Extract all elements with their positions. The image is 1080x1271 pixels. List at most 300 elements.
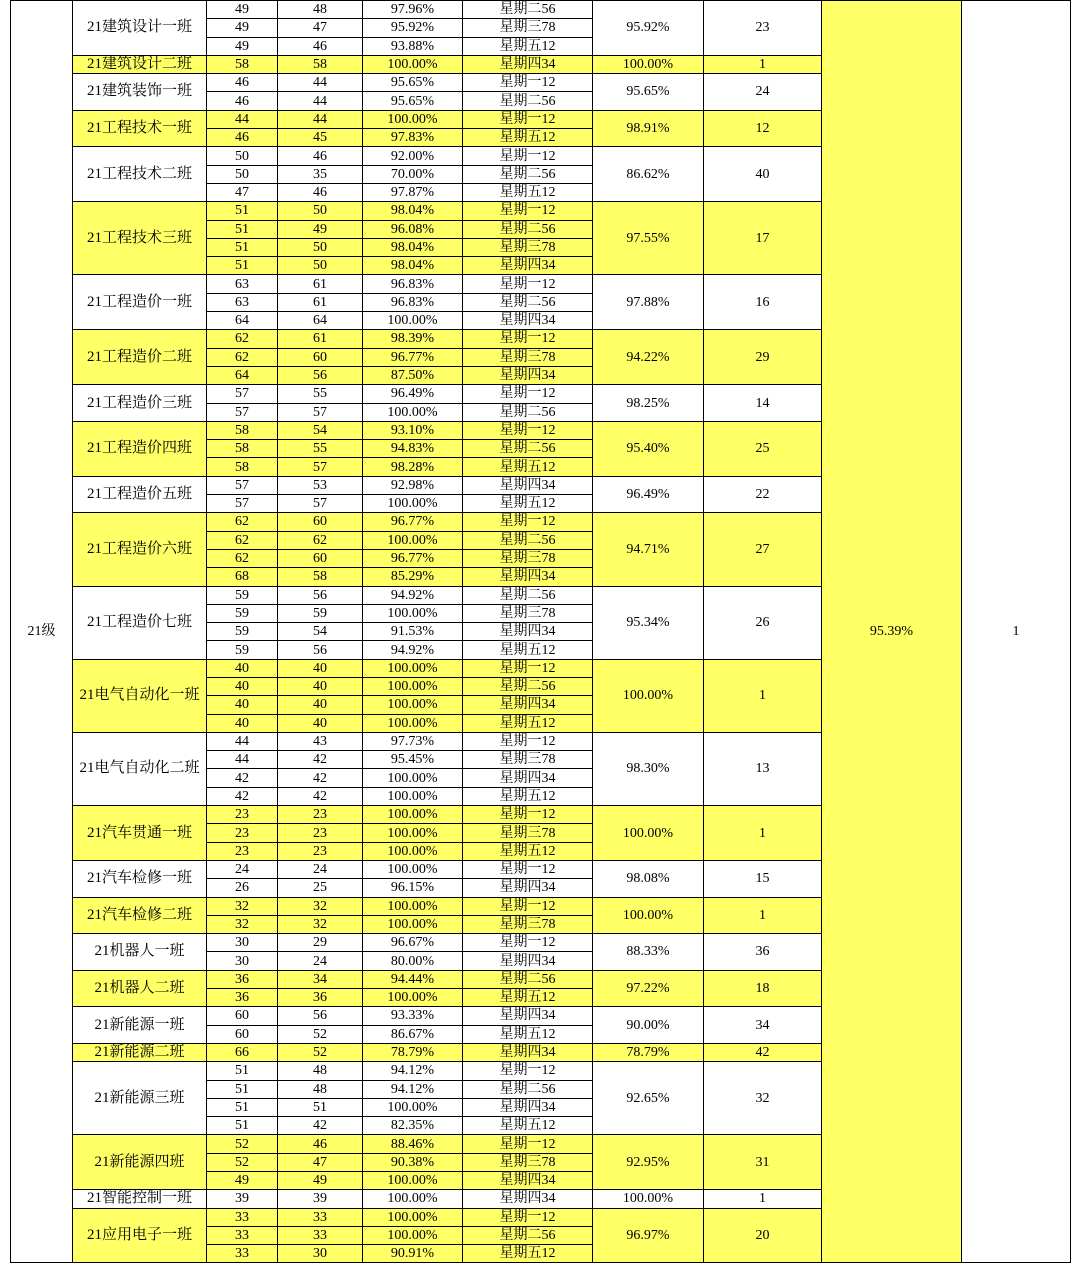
present-cell: 56 (278, 641, 363, 659)
present-cell: 23 (278, 824, 363, 842)
total-cell: 62 (207, 330, 278, 348)
total-cell: 42 (207, 787, 278, 805)
total-cell: 33 (207, 1226, 278, 1244)
total-cell: 42 (207, 769, 278, 787)
time-slot-cell: 星期四34 (463, 312, 593, 330)
time-slot-cell: 星期一12 (463, 1208, 593, 1226)
present-cell: 54 (278, 421, 363, 439)
time-slot-cell: 星期四34 (463, 476, 593, 494)
present-cell: 32 (278, 915, 363, 933)
total-cell: 51 (207, 202, 278, 220)
percent-cell: 100.00% (363, 915, 463, 933)
class-rank-cell: 15 (704, 860, 822, 897)
class-rank-cell: 23 (704, 1, 822, 56)
time-slot-cell: 星期一12 (463, 421, 593, 439)
present-cell: 60 (278, 549, 363, 567)
time-slot-cell: 星期二56 (463, 1226, 593, 1244)
total-cell: 24 (207, 860, 278, 878)
class-name-cell: 21机器人二班 (73, 970, 207, 1007)
percent-cell: 100.00% (363, 842, 463, 860)
class-name-cell: 21工程造价二班 (73, 330, 207, 385)
class-rate-cell: 86.62% (593, 147, 704, 202)
time-slot-cell: 星期二56 (463, 403, 593, 421)
time-slot-cell: 星期四34 (463, 1172, 593, 1190)
present-cell: 32 (278, 897, 363, 915)
total-cell: 44 (207, 110, 278, 128)
present-cell: 57 (278, 403, 363, 421)
total-cell: 46 (207, 129, 278, 147)
total-cell: 49 (207, 1, 278, 19)
percent-cell: 100.00% (363, 897, 463, 915)
present-cell: 40 (278, 677, 363, 695)
time-slot-cell: 星期一12 (463, 275, 593, 293)
class-name-cell: 21工程造价三班 (73, 385, 207, 422)
time-slot-cell: 星期一12 (463, 330, 593, 348)
percent-cell: 100.00% (363, 403, 463, 421)
present-cell: 58 (278, 568, 363, 586)
class-rate-cell: 78.79% (593, 1043, 704, 1061)
present-cell: 61 (278, 330, 363, 348)
percent-cell: 92.98% (363, 476, 463, 494)
present-cell: 59 (278, 604, 363, 622)
total-cell: 63 (207, 275, 278, 293)
percent-cell: 90.38% (363, 1153, 463, 1171)
total-cell: 40 (207, 714, 278, 732)
percent-cell: 100.00% (363, 824, 463, 842)
present-cell: 42 (278, 769, 363, 787)
total-cell: 33 (207, 1208, 278, 1226)
class-rate-cell: 100.00% (593, 55, 704, 73)
percent-cell: 97.87% (363, 183, 463, 201)
percent-cell: 94.44% (363, 970, 463, 988)
percent-cell: 96.67% (363, 934, 463, 952)
present-cell: 44 (278, 92, 363, 110)
total-cell: 51 (207, 1098, 278, 1116)
total-cell: 36 (207, 970, 278, 988)
class-name-cell: 21新能源一班 (73, 1007, 207, 1044)
class-rank-cell: 16 (704, 275, 822, 330)
total-cell: 26 (207, 879, 278, 897)
percent-cell: 95.45% (363, 751, 463, 769)
total-cell: 57 (207, 385, 278, 403)
time-slot-cell: 星期一12 (463, 860, 593, 878)
time-slot-cell: 星期二56 (463, 1080, 593, 1098)
time-slot-cell: 星期三78 (463, 915, 593, 933)
percent-cell: 100.00% (363, 989, 463, 1007)
class-name-cell: 21工程造价四班 (73, 421, 207, 476)
total-cell: 49 (207, 37, 278, 55)
class-name-cell: 21建筑设计二班 (73, 55, 207, 73)
time-slot-cell: 星期二56 (463, 586, 593, 604)
total-cell: 23 (207, 806, 278, 824)
class-rank-cell: 34 (704, 1007, 822, 1044)
present-cell: 42 (278, 1117, 363, 1135)
present-cell: 46 (278, 147, 363, 165)
present-cell: 23 (278, 842, 363, 860)
total-cell: 59 (207, 623, 278, 641)
class-rate-cell: 92.65% (593, 1062, 704, 1135)
percent-cell: 96.08% (363, 220, 463, 238)
class-rank-cell: 31 (704, 1135, 822, 1190)
time-slot-cell: 星期五12 (463, 714, 593, 732)
percent-cell: 97.73% (363, 732, 463, 750)
percent-cell: 100.00% (363, 1226, 463, 1244)
total-cell: 44 (207, 751, 278, 769)
present-cell: 48 (278, 1062, 363, 1080)
time-slot-cell: 星期四34 (463, 1190, 593, 1208)
time-slot-cell: 星期五12 (463, 37, 593, 55)
total-cell: 40 (207, 696, 278, 714)
present-cell: 42 (278, 751, 363, 769)
percent-cell: 88.46% (363, 1135, 463, 1153)
percent-cell: 96.77% (363, 348, 463, 366)
class-rate-cell: 95.65% (593, 74, 704, 111)
class-rate-cell: 100.00% (593, 806, 704, 861)
total-cell: 51 (207, 220, 278, 238)
total-cell: 32 (207, 915, 278, 933)
total-cell: 46 (207, 92, 278, 110)
time-slot-cell: 星期五12 (463, 183, 593, 201)
percent-cell: 78.79% (363, 1043, 463, 1061)
total-cell: 52 (207, 1153, 278, 1171)
time-slot-cell: 星期二56 (463, 92, 593, 110)
class-name-cell: 21汽车检修一班 (73, 860, 207, 897)
time-slot-cell: 星期五12 (463, 1025, 593, 1043)
class-name-cell: 21新能源三班 (73, 1062, 207, 1135)
time-slot-cell: 星期一12 (463, 110, 593, 128)
present-cell: 49 (278, 220, 363, 238)
class-name-cell: 21汽车贯通一班 (73, 806, 207, 861)
present-cell: 54 (278, 623, 363, 641)
total-cell: 62 (207, 531, 278, 549)
present-cell: 60 (278, 513, 363, 531)
class-rate-cell: 94.71% (593, 513, 704, 586)
time-slot-cell: 星期三78 (463, 19, 593, 37)
present-cell: 43 (278, 732, 363, 750)
total-cell: 59 (207, 586, 278, 604)
class-name-cell: 21工程技术二班 (73, 147, 207, 202)
time-slot-cell: 星期四34 (463, 879, 593, 897)
class-name-cell: 21工程技术一班 (73, 110, 207, 147)
class-rate-cell: 96.97% (593, 1208, 704, 1263)
time-slot-cell: 星期四34 (463, 55, 593, 73)
total-cell: 51 (207, 257, 278, 275)
present-cell: 29 (278, 934, 363, 952)
present-cell: 61 (278, 293, 363, 311)
total-cell: 57 (207, 476, 278, 494)
present-cell: 35 (278, 165, 363, 183)
total-cell: 58 (207, 440, 278, 458)
present-cell: 34 (278, 970, 363, 988)
present-cell: 42 (278, 787, 363, 805)
present-cell: 51 (278, 1098, 363, 1116)
time-slot-cell: 星期二56 (463, 293, 593, 311)
class-rank-cell: 1 (704, 659, 822, 732)
grade-rate-cell: 95.39% (822, 1, 962, 1263)
present-cell: 57 (278, 458, 363, 476)
present-cell: 30 (278, 1245, 363, 1263)
percent-cell: 93.33% (363, 1007, 463, 1025)
percent-cell: 97.83% (363, 129, 463, 147)
percent-cell: 100.00% (363, 860, 463, 878)
present-cell: 39 (278, 1190, 363, 1208)
percent-cell: 92.00% (363, 147, 463, 165)
percent-cell: 98.39% (363, 330, 463, 348)
time-slot-cell: 星期二56 (463, 440, 593, 458)
present-cell: 44 (278, 74, 363, 92)
grade-rank-cell: 1 (962, 1, 1071, 1263)
total-cell: 60 (207, 1007, 278, 1025)
class-rate-cell: 98.25% (593, 385, 704, 422)
time-slot-cell: 星期一12 (463, 74, 593, 92)
present-cell: 24 (278, 860, 363, 878)
percent-cell: 100.00% (363, 1098, 463, 1116)
time-slot-cell: 星期一12 (463, 385, 593, 403)
class-rank-cell: 1 (704, 806, 822, 861)
class-rank-cell: 29 (704, 330, 822, 385)
time-slot-cell: 星期二56 (463, 531, 593, 549)
total-cell: 66 (207, 1043, 278, 1061)
class-rank-cell: 14 (704, 385, 822, 422)
percent-cell: 100.00% (363, 531, 463, 549)
class-name-cell: 21工程造价六班 (73, 513, 207, 586)
class-rate-cell: 97.22% (593, 970, 704, 1007)
class-name-cell: 21新能源二班 (73, 1043, 207, 1061)
total-cell: 46 (207, 74, 278, 92)
time-slot-cell: 星期一12 (463, 897, 593, 915)
class-rank-cell: 17 (704, 202, 822, 275)
percent-cell: 98.28% (363, 458, 463, 476)
present-cell: 33 (278, 1208, 363, 1226)
class-rate-cell: 96.49% (593, 476, 704, 513)
time-slot-cell: 星期四34 (463, 1043, 593, 1061)
total-cell: 57 (207, 403, 278, 421)
time-slot-cell: 星期四34 (463, 623, 593, 641)
percent-cell: 95.65% (363, 92, 463, 110)
present-cell: 64 (278, 312, 363, 330)
class-rank-cell: 42 (704, 1043, 822, 1061)
class-rank-cell: 40 (704, 147, 822, 202)
present-cell: 61 (278, 275, 363, 293)
total-cell: 57 (207, 495, 278, 513)
total-cell: 49 (207, 1172, 278, 1190)
total-cell: 51 (207, 1080, 278, 1098)
time-slot-cell: 星期五12 (463, 787, 593, 805)
present-cell: 46 (278, 1135, 363, 1153)
percent-cell: 96.83% (363, 293, 463, 311)
present-cell: 36 (278, 989, 363, 1007)
present-cell: 58 (278, 55, 363, 73)
table-body (11, 1, 1071, 1263)
time-slot-cell: 星期四34 (463, 568, 593, 586)
total-cell: 50 (207, 147, 278, 165)
total-cell: 62 (207, 348, 278, 366)
class-rate-cell: 97.55% (593, 202, 704, 275)
present-cell: 48 (278, 1080, 363, 1098)
time-slot-cell: 星期二56 (463, 165, 593, 183)
percent-cell: 100.00% (363, 806, 463, 824)
class-name-cell: 21工程技术三班 (73, 202, 207, 275)
percent-cell: 94.12% (363, 1062, 463, 1080)
class-name-cell: 21电气自动化一班 (73, 659, 207, 732)
class-rate-cell: 98.30% (593, 732, 704, 805)
present-cell: 56 (278, 1007, 363, 1025)
total-cell: 64 (207, 312, 278, 330)
time-slot-cell: 星期五12 (463, 1117, 593, 1135)
class-rank-cell: 24 (704, 74, 822, 111)
time-slot-cell: 星期一12 (463, 659, 593, 677)
total-cell: 51 (207, 238, 278, 256)
class-rate-cell: 88.33% (593, 934, 704, 971)
present-cell: 56 (278, 366, 363, 384)
time-slot-cell: 星期五12 (463, 842, 593, 860)
total-cell: 30 (207, 952, 278, 970)
class-rank-cell: 20 (704, 1208, 822, 1263)
class-rate-cell: 92.95% (593, 1135, 704, 1190)
present-cell: 49 (278, 1172, 363, 1190)
present-cell: 52 (278, 1025, 363, 1043)
percent-cell: 93.10% (363, 421, 463, 439)
percent-cell: 96.77% (363, 549, 463, 567)
total-cell: 47 (207, 183, 278, 201)
class-name-cell: 21机器人一班 (73, 934, 207, 971)
total-cell: 62 (207, 549, 278, 567)
class-rate-cell: 90.00% (593, 1007, 704, 1044)
time-slot-cell: 星期一12 (463, 934, 593, 952)
total-cell: 36 (207, 989, 278, 1007)
class-rank-cell: 18 (704, 970, 822, 1007)
class-rank-cell: 36 (704, 934, 822, 971)
time-slot-cell: 星期三78 (463, 1153, 593, 1171)
class-rate-cell: 100.00% (593, 1190, 704, 1208)
total-cell: 39 (207, 1190, 278, 1208)
time-slot-cell: 星期二56 (463, 970, 593, 988)
grade-cell: 21级 (11, 1, 73, 1263)
percent-cell: 94.83% (363, 440, 463, 458)
percent-cell: 100.00% (363, 659, 463, 677)
time-slot-cell: 星期三78 (463, 549, 593, 567)
present-cell: 56 (278, 586, 363, 604)
percent-cell: 96.83% (363, 275, 463, 293)
time-slot-cell: 星期五12 (463, 1245, 593, 1263)
percent-cell: 100.00% (363, 604, 463, 622)
present-cell: 46 (278, 183, 363, 201)
present-cell: 47 (278, 1153, 363, 1171)
percent-cell: 100.00% (363, 55, 463, 73)
present-cell: 50 (278, 257, 363, 275)
present-cell: 40 (278, 714, 363, 732)
present-cell: 60 (278, 348, 363, 366)
percent-cell: 100.00% (363, 1208, 463, 1226)
total-cell: 40 (207, 677, 278, 695)
present-cell: 50 (278, 202, 363, 220)
present-cell: 55 (278, 440, 363, 458)
total-cell: 58 (207, 55, 278, 73)
total-cell: 59 (207, 641, 278, 659)
total-cell: 68 (207, 568, 278, 586)
class-rank-cell: 26 (704, 586, 822, 659)
total-cell: 51 (207, 1062, 278, 1080)
percent-cell: 85.29% (363, 568, 463, 586)
percent-cell: 91.53% (363, 623, 463, 641)
present-cell: 48 (278, 1, 363, 19)
present-cell: 55 (278, 385, 363, 403)
present-cell: 25 (278, 879, 363, 897)
time-slot-cell: 星期四34 (463, 366, 593, 384)
time-slot-cell: 星期三78 (463, 238, 593, 256)
percent-cell: 100.00% (363, 696, 463, 714)
total-cell: 52 (207, 1135, 278, 1153)
percent-cell: 90.91% (363, 1245, 463, 1263)
percent-cell: 82.35% (363, 1117, 463, 1135)
class-rank-cell: 25 (704, 421, 822, 476)
present-cell: 57 (278, 495, 363, 513)
time-slot-cell: 星期一12 (463, 732, 593, 750)
class-name-cell: 21工程造价七班 (73, 586, 207, 659)
time-slot-cell: 星期三78 (463, 348, 593, 366)
total-cell: 33 (207, 1245, 278, 1263)
percent-cell: 100.00% (363, 769, 463, 787)
present-cell: 50 (278, 238, 363, 256)
percent-cell: 100.00% (363, 495, 463, 513)
class-rate-cell: 98.08% (593, 860, 704, 897)
class-rate-cell: 98.91% (593, 110, 704, 147)
time-slot-cell: 星期三78 (463, 604, 593, 622)
time-slot-cell: 星期四34 (463, 696, 593, 714)
total-cell: 23 (207, 842, 278, 860)
percent-cell: 93.88% (363, 37, 463, 55)
total-cell: 63 (207, 293, 278, 311)
class-name-cell: 21应用电子一班 (73, 1208, 207, 1263)
percent-cell: 100.00% (363, 787, 463, 805)
time-slot-cell: 星期四34 (463, 257, 593, 275)
total-cell: 58 (207, 421, 278, 439)
time-slot-cell: 星期四34 (463, 769, 593, 787)
time-slot-cell: 星期三78 (463, 824, 593, 842)
total-cell: 44 (207, 732, 278, 750)
table-row (11, 1, 1071, 19)
percent-cell: 100.00% (363, 1172, 463, 1190)
percent-cell: 70.00% (363, 165, 463, 183)
total-cell: 64 (207, 366, 278, 384)
total-cell: 49 (207, 19, 278, 37)
time-slot-cell: 星期一12 (463, 513, 593, 531)
class-rank-cell: 1 (704, 1190, 822, 1208)
total-cell: 60 (207, 1025, 278, 1043)
class-name-cell: 21电气自动化二班 (73, 732, 207, 805)
time-slot-cell: 星期一12 (463, 202, 593, 220)
class-rank-cell: 1 (704, 897, 822, 934)
class-rank-cell: 13 (704, 732, 822, 805)
class-rate-cell: 97.88% (593, 275, 704, 330)
time-slot-cell: 星期五12 (463, 495, 593, 513)
percent-cell: 96.15% (363, 879, 463, 897)
percent-cell: 87.50% (363, 366, 463, 384)
present-cell: 45 (278, 129, 363, 147)
time-slot-cell: 星期一12 (463, 1062, 593, 1080)
time-slot-cell: 星期一12 (463, 147, 593, 165)
class-name-cell: 21智能控制一班 (73, 1190, 207, 1208)
time-slot-cell: 星期二56 (463, 220, 593, 238)
class-rank-cell: 27 (704, 513, 822, 586)
class-rank-cell: 32 (704, 1062, 822, 1135)
total-cell: 59 (207, 604, 278, 622)
present-cell: 52 (278, 1043, 363, 1061)
percent-cell: 97.96% (363, 1, 463, 19)
class-name-cell: 21汽车检修二班 (73, 897, 207, 934)
percent-cell: 98.04% (363, 238, 463, 256)
attendance-table (10, 0, 1071, 1263)
